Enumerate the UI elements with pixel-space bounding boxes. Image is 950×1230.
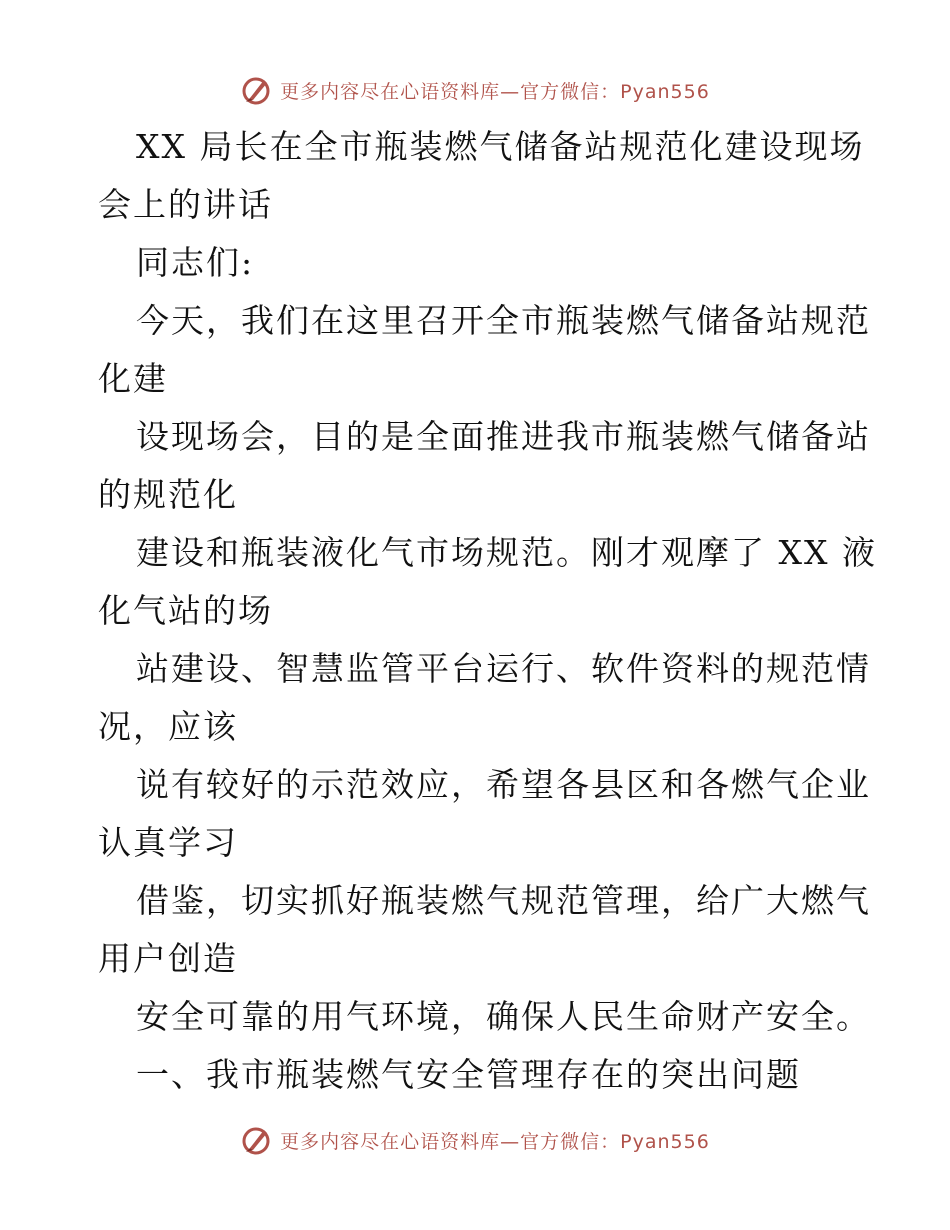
quill-pen-logo-icon (240, 1124, 272, 1156)
doc-line: XX 局长在全市瓶装燃气储备站规范化建设现场 (136, 127, 865, 166)
doc-line: 认真学习 (98, 823, 238, 862)
doc-line: 设现场会，目的是全面推进我市瓶装燃气储备站 (136, 417, 871, 456)
doc-line: 一、我市瓶装燃气安全管理存在的突出问题 (136, 1055, 801, 1094)
watermark-text: 更多内容尽在心语资料库—官方微信：Pyan556 (280, 80, 710, 103)
doc-line: 会上的讲话 (98, 185, 273, 224)
doc-line: 的规范化 (98, 475, 238, 514)
doc-line: 借鉴，切实抓好瓶装燃气规范管理，给广大燃气 (136, 881, 871, 920)
doc-line: 今天，我们在这里召开全市瓶装燃气储备站规范 (136, 301, 871, 340)
watermark-text: 更多内容尽在心语资料库—官方微信：Pyan556 (280, 1130, 710, 1153)
header-watermark (0, 70, 950, 110)
doc-line: 化建 (98, 359, 168, 398)
quill-pen-logo-icon (240, 74, 272, 106)
doc-line: 安全可靠的用气环境，确保人民生命财产安全。 (136, 997, 871, 1036)
doc-line: 用户创造 (98, 939, 238, 978)
doc-line: 同志们: (136, 243, 255, 282)
doc-line: 建设和瓶装液化气市场规范。刚才观摩了 XX 液 (136, 533, 877, 572)
doc-line: 况，应该 (98, 707, 238, 746)
doc-line: 化气站的场 (98, 591, 273, 630)
doc-line: 站建设、智慧监管平台运行、软件资料的规范情 (136, 649, 871, 688)
document-body (98, 118, 877, 1104)
footer-watermark (0, 1120, 950, 1160)
doc-line: 说有较好的示范效应，希望各县区和各燃气企业 (136, 765, 871, 804)
